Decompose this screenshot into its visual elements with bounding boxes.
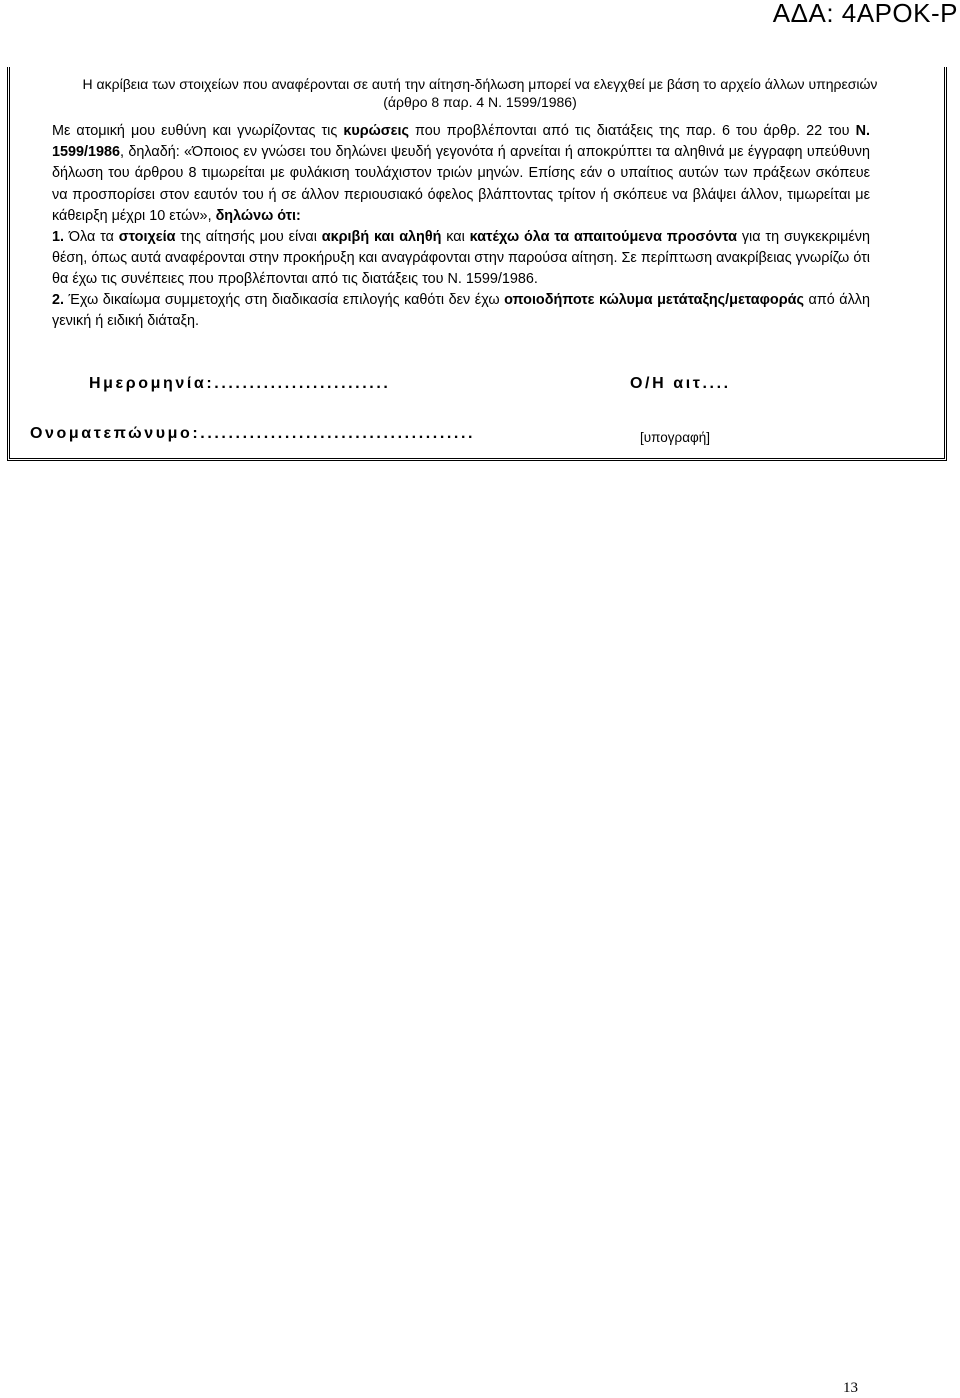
item-text: από άλλη γενική ή ειδική διάταξη. <box>52 292 871 330</box>
declaration-bold: Ν. 1599/1986 <box>52 123 870 161</box>
item-number: 2. <box>52 292 65 308</box>
full-name-field-label: Ονοματεπώνυμο:....................................... <box>30 425 476 442</box>
item-text: για τη συγκεκριμένη θέση, όπως αυτά αναφέρονται στην προκήρυξη και αναγράφονται στην παρούσα αίτηση. Σε περίπτωση ανακρίβειας γνωρίζω ότι θα έχω τις συνέπειες που προβλέπονται από τις διατάξεις του Ν. 1599/1986. <box>52 229 870 288</box>
declaration-text: Με ατομική μου ευθύνη και γνωρίζοντας τις <box>52 123 344 139</box>
notice-line-1: Η ακρίβεια των στοιχείων που αναφέρονται σε αυτή την αίτηση-δήλωση μπορεί να ελεγχθεί με βάση το αρχείο άλλων υπηρεσιών <box>82 76 878 92</box>
declaration-text: , δηλαδή: «Όποιος εν γνώσει του δηλώνει ψευδή γεγονότα ή αρνείται ή αποκρύπτει τα αληθινά με έγγραφη υπεύθυνη δήλωση του άρθρου 8 τιμωρείται με φυλάκιση τουλάχιστον τριών μηνών. Επίσης εάν ο υπαίτιος αυτών των πράξεων σκόπευε να προσπορίσει στον εαυτόν του ή σε άλλον περιουσιακό όφελος βλάπτοντας τρίτον ή σκόπευε να βλάψει άλλον, τιμωρείται με κάθειρξη μέχρι 10 ετών», <box>52 144 870 224</box>
item-bold: κατέχω όλα τα απαιτούμενα προσόντα <box>469 229 738 245</box>
item-text: και <box>441 229 470 245</box>
date-field-label: Ημερομηνία:......................... <box>89 375 391 392</box>
page-number: 13 <box>843 1380 858 1396</box>
ada-code: ΑΔΑ: 4ΑΡΟΚ-Ρ <box>772 0 958 28</box>
item-text: Έχω δικαίωμα συμμετοχής στη διαδικασία επιλογής καθότι δεν έχω <box>64 292 505 308</box>
notice-line-2: (άρθρο 8 παρ. 4 Ν. 1599/1986) <box>383 94 577 110</box>
declaration-paragraph <box>52 121 870 227</box>
item-text: της αίτησής μου είναι <box>175 229 322 245</box>
signature-label: [υπογραφή] <box>640 430 711 445</box>
declaration-item-1 <box>52 227 870 291</box>
item-text: Όλα τα <box>64 229 119 245</box>
declaration-bold: κυρώσεις <box>343 123 409 139</box>
declaration-bold: δηλώνω ότι: <box>215 207 301 224</box>
item-number: 1. <box>52 229 65 245</box>
item-bold: οποιοδήποτε κώλυμα μετάταξης/μεταφοράς <box>504 292 804 308</box>
applicant-label: Ο/Η αιτ.... <box>630 375 731 392</box>
declaration-text: που προβλέπονται από τις διατάξεις της παρ. 6 του άρθρ. 22 του <box>408 123 856 139</box>
item-bold: ακριβή και αληθή <box>321 229 442 245</box>
item-bold: στοιχεία <box>118 229 176 245</box>
declaration-item-2 <box>52 290 870 332</box>
